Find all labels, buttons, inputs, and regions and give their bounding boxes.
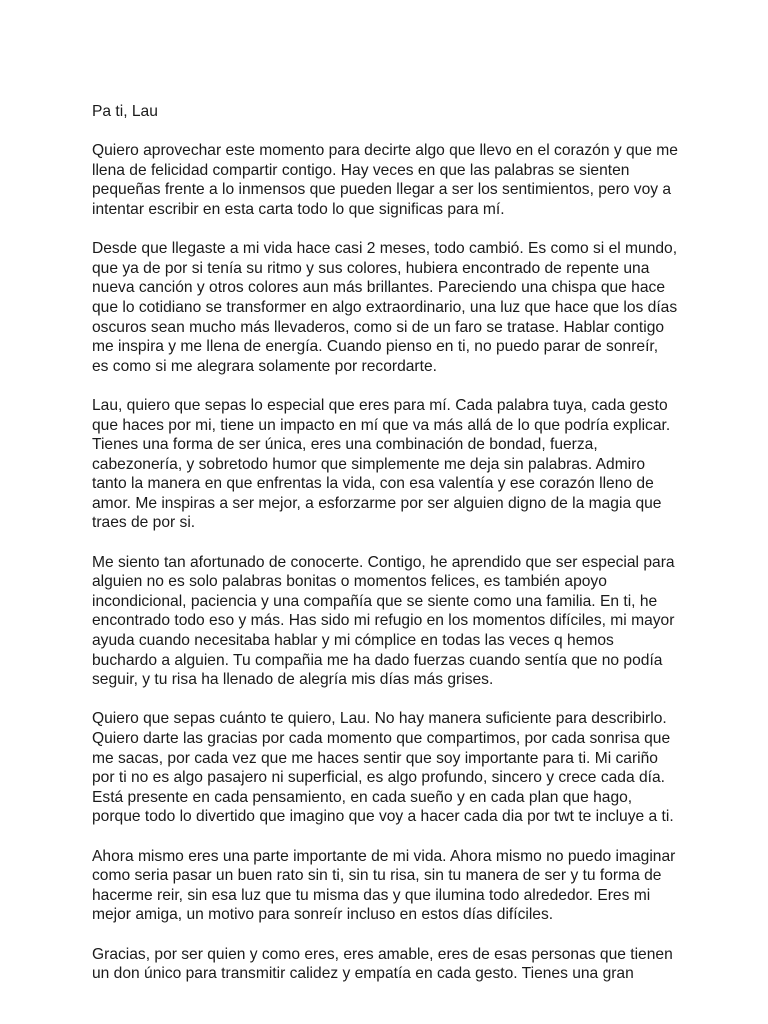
text-line: alguien no es solo palabras bonitas o momentos felices, es también apoyo [92, 573, 607, 591]
text-line: amor. Me inspiras a ser mejor, a esforzarme por ser alguien digno de la magia que [92, 494, 662, 512]
text-line: encontrado todo eso y más. Has sido mi refugio en los momentos difíciles, mi mayor [92, 612, 675, 630]
text-line: ayuda cuando necesitaba hablar y mi cómplice en todas las veces q hemos [92, 632, 614, 650]
text-line: me sacas, por cada vez que me haces sentir que soy importante para ti. Mi cariño [92, 749, 658, 767]
text-line: Lau, quiero que sepas lo especial que eres para mí. Cada palabra tuya, cada gesto [92, 396, 668, 414]
text-line: que lo cotidiano se transformer en algo extraordinario, una luz que hace que los días [92, 298, 678, 316]
letter-paragraph [92, 945, 682, 984]
text-line: Me siento tan afortunado de conocerte. Contigo, he aprendido que ser especial para [92, 553, 675, 571]
text-line: Quiero aprovechar este momento para decirte algo que llevo en el corazón y que me [92, 142, 678, 160]
text-line: es como si me alegrara solamente por recordarte. [92, 357, 437, 375]
text-line: que ya de por si tenía su ritmo y sus colores, hubiera encontrado de repente una [92, 259, 650, 277]
letter-paragraph [92, 709, 682, 827]
text-line: Gracias, por ser quien y como eres, eres amable, eres de esas personas que tienen [92, 945, 673, 963]
text-line: llena de felicidad compartir contigo. Hay veces en que las palabras se sienten [92, 161, 630, 179]
letter-greeting: Pa ti, Lau [92, 103, 158, 120]
text-line: Está presente en cada pensamiento, en cada sueño y en cada plan que hago, [92, 788, 633, 806]
text-line: tanto la manera en que enfrentas la vida, con esa valentía y ese corazón lleno de [92, 475, 654, 493]
text-line: Ahora mismo eres una parte importante de mi vida. Ahora mismo no puedo imaginar [92, 847, 676, 865]
text-line: porque todo lo divertido que imagino que voy a hacer cada dia por twt te incluye a ti. [92, 808, 674, 826]
text-line: un don único para transmitir calidez y empatía en cada gesto. Tienes una gran [92, 965, 634, 983]
text-line: Desde que llegaste a mi vida hace casi 2 meses, todo cambió. Es como si el mundo, [92, 240, 678, 258]
text-line: traes de por si. [92, 514, 196, 532]
text-line: oscuros sean mucho más llevaderos, como si de un faro se tratase. Hablar contigo [92, 318, 665, 336]
text-line: hacerme reir, sin esa luz que tu misma das y que ilumina todo alrededor. Eres mi [92, 886, 651, 904]
letter-paragraph [92, 396, 682, 533]
letter-body [92, 102, 682, 1003]
text-line: me inspira y me llena de energía. Cuando pienso en ti, no puedo parar de sonreír, [92, 338, 659, 356]
text-line: Quiero que sepas cuánto te quiero, Lau. No hay manera suficiente para describirlo. [92, 710, 667, 728]
text-line: por ti no es algo pasajero ni superficial, es algo profundo, sincero y crece cada día. [92, 769, 665, 787]
text-line: cabezonería, y sobretodo humor que simplemente me deja sin palabras. Admiro [92, 455, 646, 473]
text-line: incondicional, paciencia y una compañía que se siente como una familia. En ti, he [92, 592, 658, 610]
text-line: Quiero darte las gracias por cada momento que compartimos, por cada sonrisa que [92, 730, 671, 747]
text-line: seguir, y tu risa ha llenado de alegría mis días más grises. [92, 671, 494, 689]
letter-paragraph [92, 847, 682, 925]
letter-paragraph [92, 141, 682, 219]
text-line: como seria pasar un buen rato sin ti, sin tu risa, sin tu manera de ser y tu forma de [92, 867, 662, 885]
letter-paragraph [92, 239, 682, 376]
letter-paragraph [92, 553, 682, 690]
text-line: Tienes una forma de ser única, eres una combinación de bondad, fuerza, [92, 436, 598, 454]
text-line: nueva canción y otros colores aun más brillantes. Pareciendo una chispa que hace [92, 279, 665, 297]
text-line: pequeñas frente a lo inmensos que pueden llegar a ser los sentimientos, pero voy a [92, 181, 672, 199]
text-line: buchardo a alguien. Tu compañia me ha dado fuerzas cuando sentía que no podía [92, 651, 663, 669]
paragraph-list [92, 141, 682, 984]
text-line: mejor amiga, un motivo para sonreír incluso en estos días difíciles. [92, 906, 554, 924]
text-line: intentar escribir en esta carta todo lo que significas para mí. [92, 200, 505, 218]
text-line: que haces por mi, tiene un impacto en mí que va más allá de lo que podría explicar. [92, 416, 671, 434]
